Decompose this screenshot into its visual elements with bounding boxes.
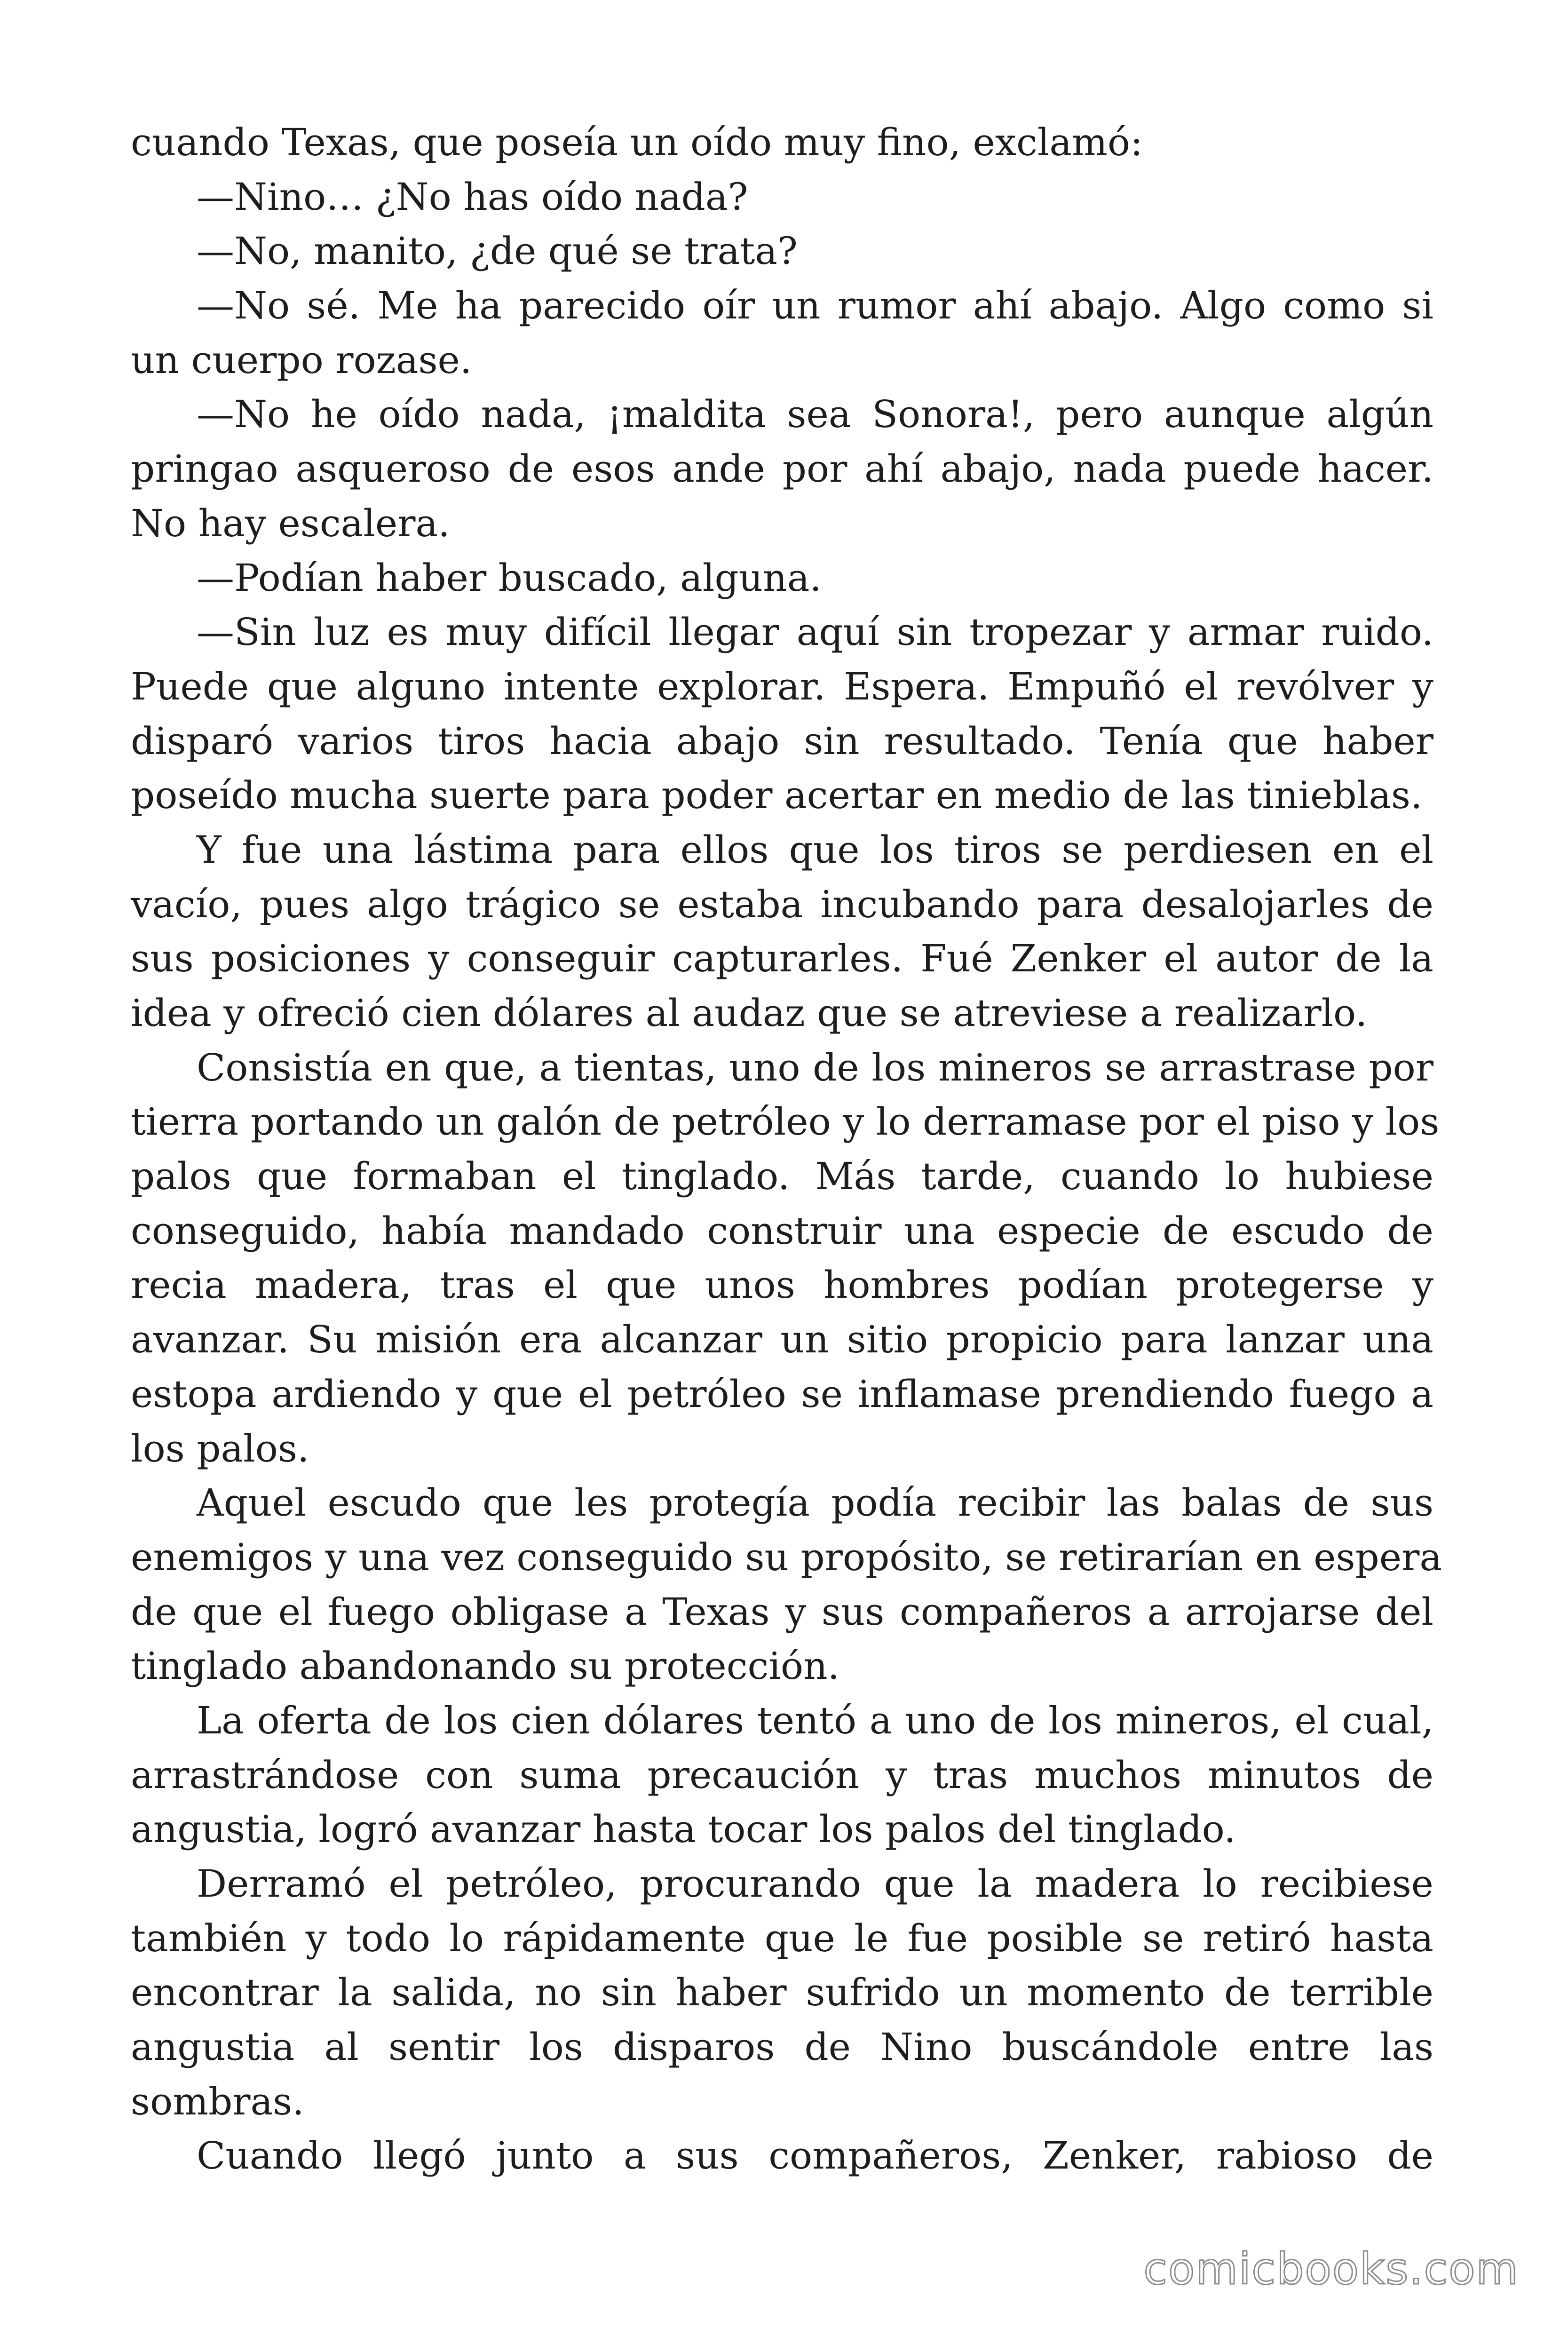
text-line: pringao asqueroso de esos ande por ahí abajo, nada puede hacer. (131, 447, 1433, 491)
text-line: poseído mucha suerte para poder acertar en medio de las tinieblas. (131, 773, 1423, 818)
paragraph-line: Aquel escudo que les protegía podía recibir las balas de sus (197, 1481, 1433, 1525)
paragraph-line: La oferta de los cien dólares tentó a uno de los mineros, el cual, (197, 1698, 1433, 1742)
text-line: No hay escalera. (131, 501, 450, 545)
text-line: tinglado abandonando su protección. (131, 1644, 840, 1688)
text-line: avanzar. Su misión era alcanzar un sitio propicio para lanzar una (131, 1318, 1433, 1362)
text-line: estopa ardiendo y que el petróleo se inflamase prendiendo fuego a (131, 1372, 1433, 1416)
text-line: de que el fuego obligase a Texas y sus compañeros a arrojarse del (131, 1589, 1433, 1634)
text-line: sus posiciones y conseguir capturarles. Fué Zenker el autor de la (131, 937, 1433, 981)
text-line: recia madera, tras el que unos hombres podían protegerse y (131, 1263, 1433, 1307)
dialogue-line: —Nino… ¿No has oído nada? (197, 175, 748, 219)
paragraph-line: Y fue una lástima para ellos que los tiros se perdiesen en el (197, 827, 1433, 872)
text-line: enemigos y una vez conseguido su propósito, se retirarían en espera (131, 1535, 1442, 1579)
dialogue-line: —No, manito, ¿de qué se trata? (197, 229, 798, 273)
text-line: conseguido, había mandado construir una especie de escudo de (131, 1208, 1433, 1253)
text-line: disparó varios tiros hacia abajo sin resultado. Tenía que haber (131, 719, 1433, 763)
dialogue-line: —Podían haber buscado, alguna. (197, 556, 822, 600)
dialogue-line: —No sé. Me ha parecido oír un rumor ahí abajo. Algo como si (197, 284, 1433, 328)
watermark-text: comicbooks.com (1143, 2244, 1519, 2294)
dialogue-line: —Sin luz es muy difícil llegar aquí sin tropezar y armar ruido. (197, 610, 1433, 654)
text-line: sombras. (131, 2079, 304, 2123)
text-line: cuando Texas, que poseía un oído muy fino, exclamó: (131, 120, 1143, 164)
text-line: los palos. (131, 1426, 309, 1470)
text-line: un cuerpo rozase. (131, 338, 472, 382)
text-line: palos que formaban el tinglado. Más tarde, cuando lo hubiese (131, 1154, 1433, 1199)
text-line: encontrar la salida, no sin haber sufrido un momento de terrible (131, 1971, 1433, 2015)
page-text (131, 115, 1442, 2183)
paragraph-line: Derramó el petróleo, procurando que la madera lo recibiese (197, 1862, 1433, 1906)
paragraph-line: Cuando llegó junto a sus compañeros, Zenker, rabioso de (197, 2134, 1433, 2178)
text-line: idea y ofreció cien dólares al audaz que se atreviese a realizarlo. (131, 991, 1368, 1035)
dialogue-line: —No he oído nada, ¡maldita sea Sonora!, pero aunque algún (197, 392, 1433, 437)
text-line: tierra portando un galón de petróleo y lo derramase por el piso y los (131, 1100, 1440, 1144)
text-line: vacío, pues algo trágico se estaba incubando para desalojarles de (131, 882, 1433, 926)
text-line: también y todo lo rápidamente que le fue posible se retiró hasta (131, 1916, 1433, 1960)
paragraph-line: Consistía en que, a tientas, uno de los mineros se arrastrase por (197, 1045, 1433, 1089)
text-line: angustia, logró avanzar hasta tocar los palos del tinglado. (131, 1807, 1236, 1851)
text-line: Puede que alguno intente explorar. Espera. Empuñó el revólver y (131, 664, 1433, 708)
text-line: angustia al sentir los disparos de Nino buscándole entre las (131, 2025, 1433, 2069)
text-line: arrastrándose con suma precaución y tras muchos minutos de (131, 1753, 1433, 1797)
